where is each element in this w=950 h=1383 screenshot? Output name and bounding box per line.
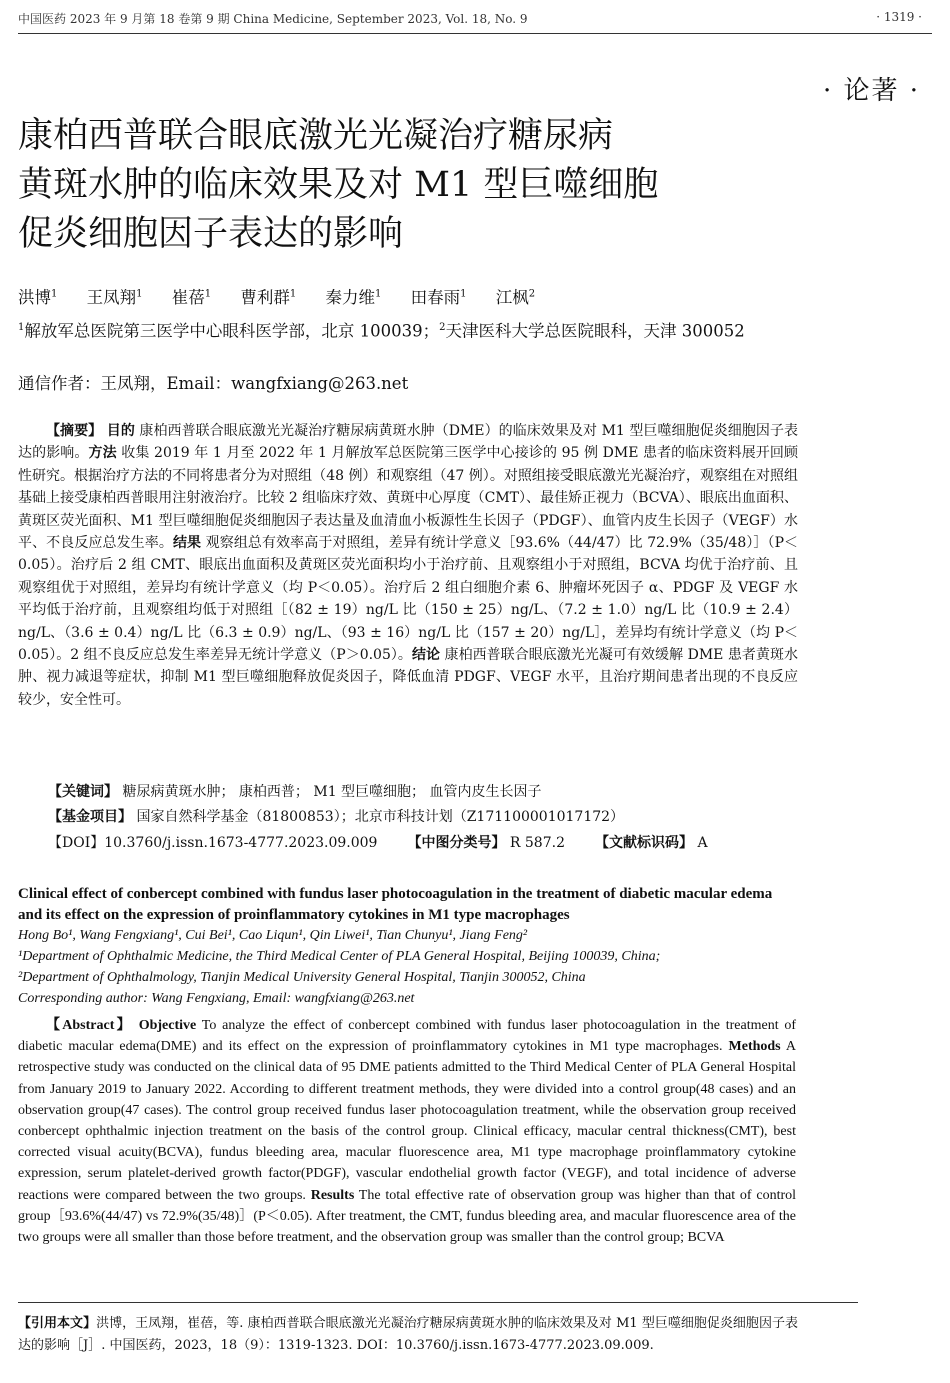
author: 王凤翔$^1$ — [86, 288, 143, 307]
affiliations: $^1$解放军总医院第三医学中心眼科医学部，北京 100039；$^2$天津医科大学总医院眼科，天津 300052 — [18, 321, 745, 341]
doi-line: 【DOI】10.3760/j.issn.1673-4777.2023.09.009 【中图分类号】 R 587.2 【文献标识码】 A — [48, 835, 708, 851]
author: 崔蓓$^1$ — [171, 288, 212, 307]
english-corresponding: Corresponding author: Wang Fengxiang, Email: wangfxiang@263.net — [18, 991, 415, 1006]
page-number: · 1319 · — [876, 10, 922, 24]
author: 田春雨$^1$ — [410, 288, 467, 307]
author: 江枫$^2$ — [495, 288, 536, 307]
title-line: 康柏西普联合眼底激光光凝治疗糖尿病 — [18, 116, 614, 156]
keywords: 【关键词】 糖尿病黄斑水肿； 康柏西普； M1 型巨噬细胞； 血管内皮生长因子 — [48, 784, 542, 800]
article-title — [18, 112, 778, 259]
running-header: 中国医药 2023 年 9 月第 18 卷第 9 期 China Medicine, September 2023, Vol. 18, No. 9 — [18, 12, 528, 26]
english-affiliation: ¹Department of Ophthalmic Medicine, the Third Medical Center of PLA General Hospital, Beijing 100039, China; — [18, 949, 661, 964]
title-line: 黄斑水肿的临床效果及对 M1 型巨噬细胞 — [18, 165, 659, 205]
footnote-rule — [18, 1302, 858, 1303]
english-title: Clinical effect of conbercept combined with fundus laser photocoagulation in the treatment of diabetic macular edema and its effect on the expression of proinflammatory cytokines in M1 type macrophages — [18, 886, 773, 923]
abstract-chinese: 【摘要】 目的 康柏西普联合眼底激光光凝治疗糖尿病黄斑水肿（DME）的临床效果及对 M1 型巨噬细胞促炎细胞因子表达的影响。方法 收集 2019 年 1 月至 2022 年 1 月解放军总医院第三医学中心接诊的 95 例 DME 患者的临床资料展开回顾性研究。根据治疗方法的不同将患者分为对照组（48 例）和观察组（47 例）。对照组接受眼底激光光凝治疗，观察组在对照组基础上接受康柏西普眼用注射液治疗。比较 2 组临床疗效、黄斑中心厚度（CMT）、最佳矫正视力（BCVA）、眼底出血面积、黄斑区荧光面积、M1 型巨噬细胞促炎细胞因子表达量及血清血小板源性生长因子（PDGF）、血管内皮生长因子（VEGF）水平、不良反应总发生率。结果 观察组总有效率高于对照组，差异有统计学意义［93.6%（44/47）比 72.9%（35/48）］（P＜0.05）。治疗后 2 组 CMT、眼底出血面积及黄斑区荧光面积均小于治疗前、且观察组小于对照组，BCVA 均优于治疗前、且观察组优于对照组，差异均有统计学意义（均 P＜0.05）。治疗后 2 组白细胞介素 6、肿瘤坏死因子 α、PDGF 及 VEGF 水平均低于治疗前，且观察组均低于对照组［（82 ± 19）ng/L 比（150 ± 25）ng/L、（7.2 ± 1.0）ng/L 比（10.9 ± 2.4）ng/L、（3.6 ± 0.4）ng/L 比（6.3 ± 0.9）ng/L、（93 ± 16）ng/L 比（157 ± 20）ng/L］，差异均有统计学意义（均 P＜0.05）。2 组不良反应总发生率差异无统计学意义（P＞0.05）。结论 康柏西普联合眼底激光光凝可有效缓解 DME 患者黄斑水肿、视力减退等症状，抑制 M1 型巨噬细胞释放促炎因子，降低血清 PDGF、VEGF 水平，且治疗期间患者出现的不良反应较少，安全性可。 — [18, 423, 799, 708]
english-authors: Hong Bo¹, Wang Fengxiang¹, Cui Bei¹, Cao Liqun¹, Qin Liwei¹, Tian Chunyu¹, Jiang Feng² — [18, 928, 528, 943]
column-label: · 论著 · — [822, 76, 920, 106]
doi-value[interactable]: 10.3760/j.issn.1673-4777.2023.09.009 — [104, 835, 378, 851]
english-affiliation: ²Department of Ophthalmology, Tianjin Medical University General Hospital, Tianjin 300052, China — [18, 970, 586, 985]
title-line: 促炎细胞因子表达的影响 — [18, 214, 404, 254]
fund-project: 【基金项目】 国家自然科学基金（81800853）；北京市科技计划（Z171100001017172） — [48, 809, 625, 825]
author-list — [18, 284, 559, 308]
abstract-english: 【Abstract】 Objective To analyze the effect of conbercept combined with fundus laser photocoagulation in the treatment of diabetic macular edema(DME) and its effect on the expression of proinflammatory cytokines in M1 type macrophages. Methods A retrospective study was conducted on the clinical data of 95 DME patients admitted to the Third Medical Center of PLA General Hospital from January 2019 to January 2022. According to different treatment methods, they were divided into a control group(48 cases) and an observation group(47 cases). The control group received fundus laser photocoagulation treatment, while the observation group received conbercept ophthalmic injection treatment on the basis of the control group. Clinical efficacy, macular central thickness(CMT), best corrected visual acuity(BCVA), fundus bleeding area, macular fluorescence area, M1 type macrophage proinflammatory cytokine expression, serum platelet-derived growth factor(PDGF), vascular endothelial growth factor (VEGF), and total incidence of adverse reactions were compared between the two groups. Results The total effective rate of observation group was higher than that of control group［93.6%(44/47) vs 72.9%(35/48)］(P＜0.05). After treatment, the CMT, fundus bleeding area, and macular fluorescence area of the two groups were all smaller than those before treatment, and the observation group was smaller than the control group; BCVA — [18, 1018, 797, 1246]
author: 洪博$^1$ — [18, 288, 58, 307]
author: 秦力维$^1$ — [325, 288, 382, 307]
citation: 【引用本文】洪博，王凤翔，崔蓓，等. 康柏西普联合眼底激光光凝治疗糖尿病黄斑水肿的临床效果及对 M1 型巨噬细胞促炎细胞因子表达的影响［J］. 中国医药，2023，18（9）：1319-1323. DOI：10.3760/j.issn.1673-4777.2023.09.009. — [18, 1316, 798, 1353]
author: 曹利群$^1$ — [240, 288, 297, 307]
header-rule — [18, 33, 932, 34]
corresponding-author: 通信作者：王凤翔，Email：wangfxiang@263.net — [18, 374, 409, 393]
